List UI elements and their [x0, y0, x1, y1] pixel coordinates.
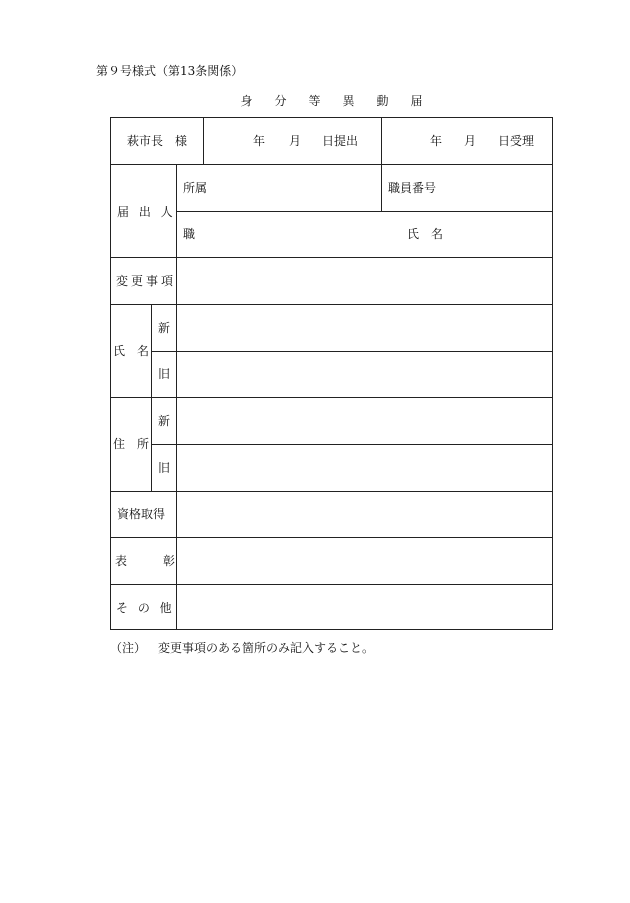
qualification-label: 資格取得 — [117, 507, 166, 521]
notification-form-table — [110, 117, 553, 630]
footer-note — [110, 642, 374, 654]
note-label: （注） — [110, 641, 147, 655]
note-text: 変更事項のある箇所のみ記入すること。 — [158, 641, 375, 655]
submitted-month-label: 月 — [289, 134, 302, 148]
received-day-label: 日受理 — [498, 134, 535, 148]
page-title: 身分等異動届 — [240, 94, 445, 108]
addressee: 萩市長 様 — [127, 134, 188, 148]
received-month-label: 月 — [464, 134, 477, 148]
address-section-label: 住 所 — [113, 437, 150, 451]
submitted-year-label: 年 — [253, 134, 266, 148]
applicant-name-label: 氏 名 — [407, 227, 444, 241]
employee-number-label: 職員番号 — [388, 181, 437, 195]
commendation-label: 表 彰 — [115, 554, 176, 568]
address-old-label: 旧 — [158, 461, 171, 475]
submitted-day-label: 日提出 — [322, 134, 359, 148]
position-label: 職 — [183, 227, 196, 241]
department-label: 所属 — [183, 181, 208, 195]
other-label: そ の 他 — [116, 601, 175, 615]
applicant-label: 届 出 人 — [117, 205, 176, 219]
change-items-label: 変更事項 — [116, 274, 177, 288]
name-section-label: 氏 名 — [113, 344, 150, 358]
address-new-label: 新 — [158, 414, 171, 428]
received-year-label: 年 — [430, 134, 443, 148]
name-old-label: 旧 — [158, 367, 171, 381]
name-new-label: 新 — [158, 321, 171, 335]
form-number: 第９号様式（第13条関係） — [96, 64, 244, 78]
